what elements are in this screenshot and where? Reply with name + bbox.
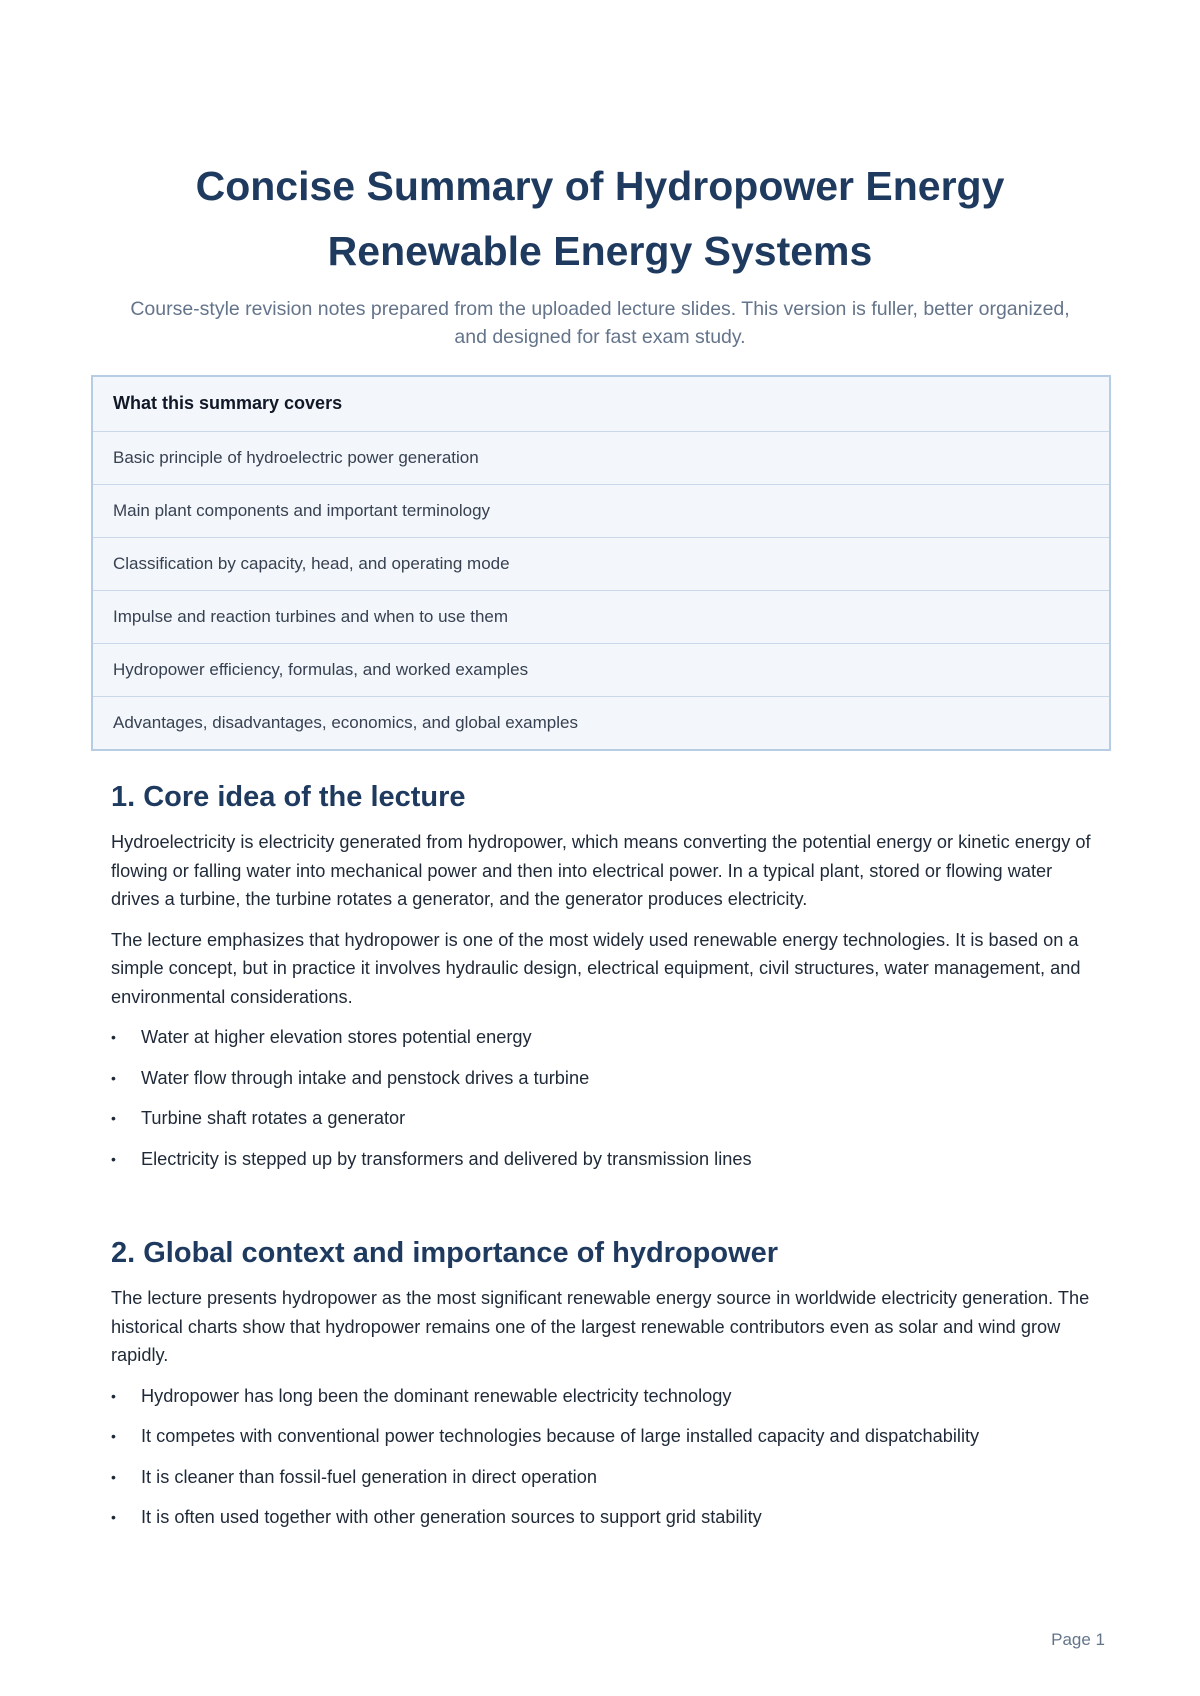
- list-item-text: It is cleaner than fossil-fuel generation in direct operation: [141, 1466, 597, 1487]
- bullet-icon: •: [111, 1069, 116, 1086]
- section-paragraph: Hydroelectricity is electricity generated from hydropower, which means converting the potential energy or kinetic energy of flowing or falling water into mechanical power and then into electrical power. In a typical plant, stored or flowing water drives a turbine, the turbine rotates a generator, and the generator produces electricity.: [111, 832, 1091, 909]
- list-item-text: Turbine shaft rotates a generator: [141, 1108, 406, 1128]
- list-item: [111, 1503, 1101, 1531]
- list-item: [111, 1382, 1101, 1410]
- list-item-text: Water flow through intake and penstock drives a turbine: [141, 1067, 590, 1088]
- bullet-list: [111, 1382, 1101, 1532]
- list-item: [111, 1023, 1101, 1051]
- bullet-icon: •: [111, 1150, 116, 1167]
- list-item-text: It is often used together with other generation sources to support grid stability: [141, 1507, 762, 1527]
- summary-covers-item: Advantages, disadvantages, economics, and global examples: [113, 713, 578, 732]
- document-title: Concise Summary of Hydropower Energy: [195, 163, 1005, 209]
- section-heading: 1. Core idea of the lecture: [111, 781, 466, 813]
- list-item: [111, 1064, 1101, 1092]
- bullet-icon: •: [111, 1110, 116, 1126]
- bullet-icon: •: [111, 1509, 116, 1525]
- section-heading: 2. Global context and importance of hydropower: [111, 1237, 779, 1269]
- section-paragraph: The lecture emphasizes that hydropower is one of the most widely used renewable energy technologies. It is based on a simple concept, but in practice it involves hydraulic design, electrical equipment, civil structures, water management, and environmental considerations.: [111, 929, 1081, 1007]
- section-core-idea: [111, 780, 1101, 1185]
- summary-covers-item: Main plant components and important terminology: [93, 485, 1109, 538]
- summary-covers-item: Basic principle of hydroelectric power generation: [93, 432, 1109, 485]
- section-paragraph: The lecture presents hydropower as the most significant renewable energy source in worldwide electricity generation. The historical charts show that hydropower remains one of the largest renewable contributors even as solar and wind grow rapidly.: [111, 1288, 1090, 1365]
- list-item-text: Hydropower has long been the dominant renewable electricity technology: [141, 1385, 732, 1406]
- list-item: [111, 1104, 1101, 1132]
- section-global-context: [111, 1236, 1101, 1544]
- bullet-icon: •: [111, 1428, 116, 1444]
- summary-covers-table: [91, 375, 1111, 751]
- summary-covers-item: Hydropower efficiency, formulas, and worked examples: [93, 644, 1109, 697]
- list-item-text: It competes with conventional power technologies because of large installed capacity and dispatchability: [141, 1426, 980, 1446]
- list-item-text: Electricity is stepped up by transformers and delivered by transmission lines: [141, 1148, 752, 1169]
- list-item: [111, 1463, 1101, 1491]
- bullet-list: [111, 1023, 1101, 1173]
- page-number: Page 1: [1051, 1630, 1105, 1649]
- document-subtitle-title: Renewable Energy Systems: [327, 228, 873, 274]
- list-item: [111, 1422, 1101, 1450]
- summary-covers-item: Classification by capacity, head, and operating mode: [93, 538, 1109, 591]
- bullet-icon: •: [111, 1029, 116, 1045]
- list-item-text: Water at higher elevation stores potential energy: [141, 1027, 532, 1047]
- bullet-icon: •: [111, 1387, 116, 1404]
- bullet-icon: •: [111, 1468, 116, 1485]
- summary-covers-heading: What this summary covers: [93, 377, 1109, 432]
- document-description: Course-style revision notes prepared from the uploaded lecture slides. This version is fuller, better organized, and designed for fast exam study.: [130, 298, 1070, 348]
- list-item: [111, 1145, 1101, 1173]
- summary-covers-item: Impulse and reaction turbines and when to use them: [93, 591, 1109, 644]
